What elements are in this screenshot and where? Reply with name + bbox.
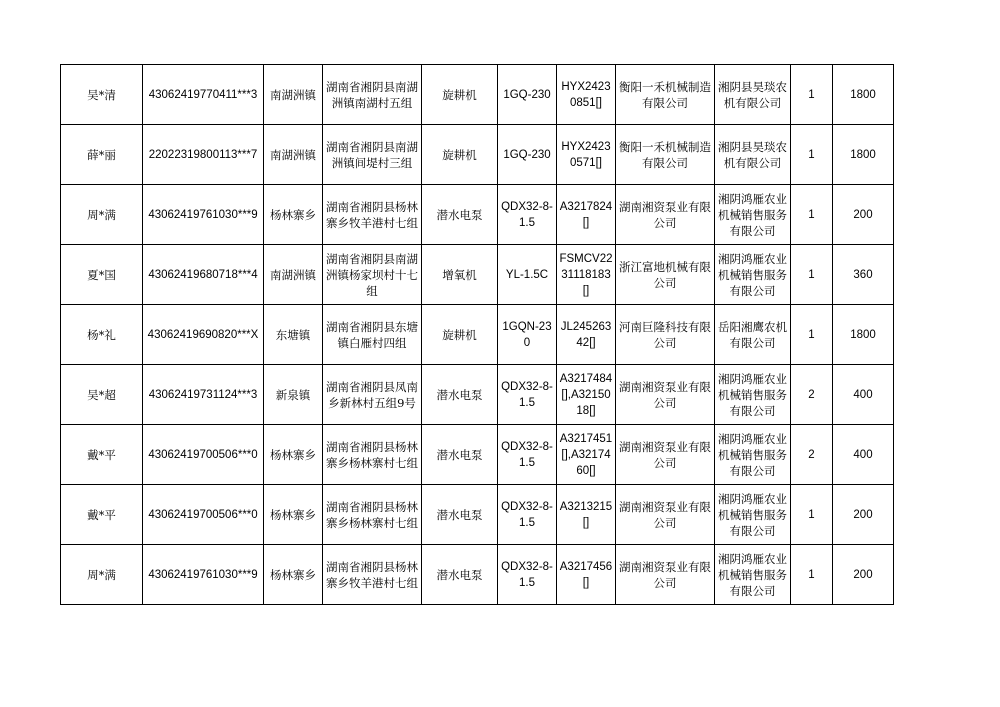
dealer-cell: 湘阴鸿雁农业机械销售服务有限公司	[715, 545, 791, 605]
serial-number-cell: HYX24230851[]	[557, 65, 616, 125]
machine-type-cell: 潜水电泵	[422, 485, 498, 545]
town-cell: 南湖洲镇	[264, 245, 323, 305]
id-number-cell: 43062419761030***9	[143, 185, 264, 245]
model-cell: QDX32-8-1.5	[498, 485, 557, 545]
town-cell: 杨林寨乡	[264, 485, 323, 545]
machine-type-cell: 潜水电泵	[422, 545, 498, 605]
address-cell: 湖南省湘阴县杨林寨乡牧羊港村七组	[323, 185, 422, 245]
address-cell: 湖南省湘阴县杨林寨乡杨林寨村七组	[323, 485, 422, 545]
address-cell: 湖南省湘阴县南湖洲镇杨家坝村十七组	[323, 245, 422, 305]
quantity-cell: 1	[791, 185, 833, 245]
address-cell: 湖南省湘阴县杨林寨乡牧羊港村七组	[323, 545, 422, 605]
dealer-cell: 湘阴县昊琰农机有限公司	[715, 125, 791, 185]
model-cell: QDX32-8-1.5	[498, 185, 557, 245]
model-cell: 1GQ-230	[498, 65, 557, 125]
town-cell: 新泉镇	[264, 365, 323, 425]
model-cell: QDX32-8-1.5	[498, 545, 557, 605]
id-number-cell: 43062419700506***0	[143, 425, 264, 485]
table-row	[61, 185, 894, 245]
id-number-cell: 43062419680718***4	[143, 245, 264, 305]
table-row	[61, 305, 894, 365]
manufacturer-cell: 湖南湘资泵业有限公司	[616, 365, 715, 425]
serial-number-cell: A3217451[],A3217460[]	[557, 425, 616, 485]
address-cell: 湖南省湘阴县南湖洲镇间堤村三组	[323, 125, 422, 185]
manufacturer-cell: 湖南湘资泵业有限公司	[616, 485, 715, 545]
subsidy-amount-cell: 1800	[833, 65, 894, 125]
dealer-cell: 湘阴鸿雁农业机械销售服务有限公司	[715, 485, 791, 545]
serial-number-cell: A3217456[]	[557, 545, 616, 605]
quantity-cell: 1	[791, 65, 833, 125]
buyer-name-cell: 戴*平	[61, 485, 143, 545]
machine-type-cell: 旋耕机	[422, 305, 498, 365]
table-row	[61, 485, 894, 545]
id-number-cell: 22022319800113***7	[143, 125, 264, 185]
manufacturer-cell: 衡阳一禾机械制造有限公司	[616, 125, 715, 185]
quantity-cell: 1	[791, 305, 833, 365]
table-row	[61, 125, 894, 185]
id-number-cell: 43062419770411***3	[143, 65, 264, 125]
table-row	[61, 65, 894, 125]
manufacturer-cell: 浙江富地机械有限公司	[616, 245, 715, 305]
address-cell: 湖南省湘阴县南湖洲镇南湖村五组	[323, 65, 422, 125]
machine-type-cell: 潜水电泵	[422, 365, 498, 425]
table-row	[61, 545, 894, 605]
model-cell: 1GQ-230	[498, 125, 557, 185]
model-cell: YL-1.5C	[498, 245, 557, 305]
town-cell: 东塘镇	[264, 305, 323, 365]
buyer-name-cell: 周*满	[61, 185, 143, 245]
machine-type-cell: 旋耕机	[422, 125, 498, 185]
model-cell: 1GQN-230	[498, 305, 557, 365]
quantity-cell: 2	[791, 365, 833, 425]
subsidy-amount-cell: 360	[833, 245, 894, 305]
serial-number-cell: FSMCV2231118183[]	[557, 245, 616, 305]
machine-type-cell: 旋耕机	[422, 65, 498, 125]
buyer-name-cell: 夏*国	[61, 245, 143, 305]
manufacturer-cell: 湖南湘资泵业有限公司	[616, 425, 715, 485]
town-cell: 南湖洲镇	[264, 65, 323, 125]
town-cell: 杨林寨乡	[264, 185, 323, 245]
dealer-cell: 湘阴鸿雁农业机械销售服务有限公司	[715, 365, 791, 425]
town-cell: 杨林寨乡	[264, 545, 323, 605]
address-cell: 湖南省湘阴县杨林寨乡杨林寨村七组	[323, 425, 422, 485]
table-body	[61, 65, 894, 605]
quantity-cell: 1	[791, 545, 833, 605]
address-cell: 湖南省湘阴县凤南乡新林村五组9号	[323, 365, 422, 425]
table-row	[61, 365, 894, 425]
dealer-cell: 湘阴鸿雁农业机械销售服务有限公司	[715, 245, 791, 305]
buyer-name-cell: 吴*超	[61, 365, 143, 425]
manufacturer-cell: 衡阳一禾机械制造有限公司	[616, 65, 715, 125]
subsidy-amount-cell: 1800	[833, 305, 894, 365]
model-cell: QDX32-8-1.5	[498, 425, 557, 485]
buyer-name-cell: 戴*平	[61, 425, 143, 485]
table-row	[61, 425, 894, 485]
manufacturer-cell: 河南巨隆科技有限公司	[616, 305, 715, 365]
id-number-cell: 43062419700506***0	[143, 485, 264, 545]
table-row	[61, 245, 894, 305]
model-cell: QDX32-8-1.5	[498, 365, 557, 425]
subsidy-table	[60, 64, 894, 605]
buyer-name-cell: 杨*礼	[61, 305, 143, 365]
id-number-cell: 43062419731124***3	[143, 365, 264, 425]
buyer-name-cell: 吴*清	[61, 65, 143, 125]
manufacturer-cell: 湖南湘资泵业有限公司	[616, 545, 715, 605]
machine-type-cell: 潜水电泵	[422, 425, 498, 485]
subsidy-amount-cell: 1800	[833, 125, 894, 185]
serial-number-cell: JL24526342[]	[557, 305, 616, 365]
serial-number-cell: A3217484[],A3215018[]	[557, 365, 616, 425]
subsidy-amount-cell: 400	[833, 425, 894, 485]
subsidy-amount-cell: 200	[833, 185, 894, 245]
address-cell: 湖南省湘阴县东塘镇白雁村四组	[323, 305, 422, 365]
machine-type-cell: 增氧机	[422, 245, 498, 305]
id-number-cell: 43062419761030***9	[143, 545, 264, 605]
buyer-name-cell: 薛*丽	[61, 125, 143, 185]
serial-number-cell: A3213215[]	[557, 485, 616, 545]
id-number-cell: 43062419690820***X	[143, 305, 264, 365]
quantity-cell: 1	[791, 125, 833, 185]
buyer-name-cell: 周*满	[61, 545, 143, 605]
quantity-cell: 2	[791, 425, 833, 485]
quantity-cell: 1	[791, 245, 833, 305]
dealer-cell: 湘阴鸿雁农业机械销售服务有限公司	[715, 185, 791, 245]
dealer-cell: 湘阴鸿雁农业机械销售服务有限公司	[715, 425, 791, 485]
manufacturer-cell: 湖南湘资泵业有限公司	[616, 185, 715, 245]
machine-type-cell: 潜水电泵	[422, 185, 498, 245]
quantity-cell: 1	[791, 485, 833, 545]
dealer-cell: 岳阳湘鹰农机有限公司	[715, 305, 791, 365]
subsidy-amount-cell: 200	[833, 485, 894, 545]
serial-number-cell: A3217824[]	[557, 185, 616, 245]
town-cell: 南湖洲镇	[264, 125, 323, 185]
subsidy-amount-cell: 400	[833, 365, 894, 425]
town-cell: 杨林寨乡	[264, 425, 323, 485]
subsidy-amount-cell: 200	[833, 545, 894, 605]
dealer-cell: 湘阴县昊琰农机有限公司	[715, 65, 791, 125]
serial-number-cell: HYX24230571[]	[557, 125, 616, 185]
